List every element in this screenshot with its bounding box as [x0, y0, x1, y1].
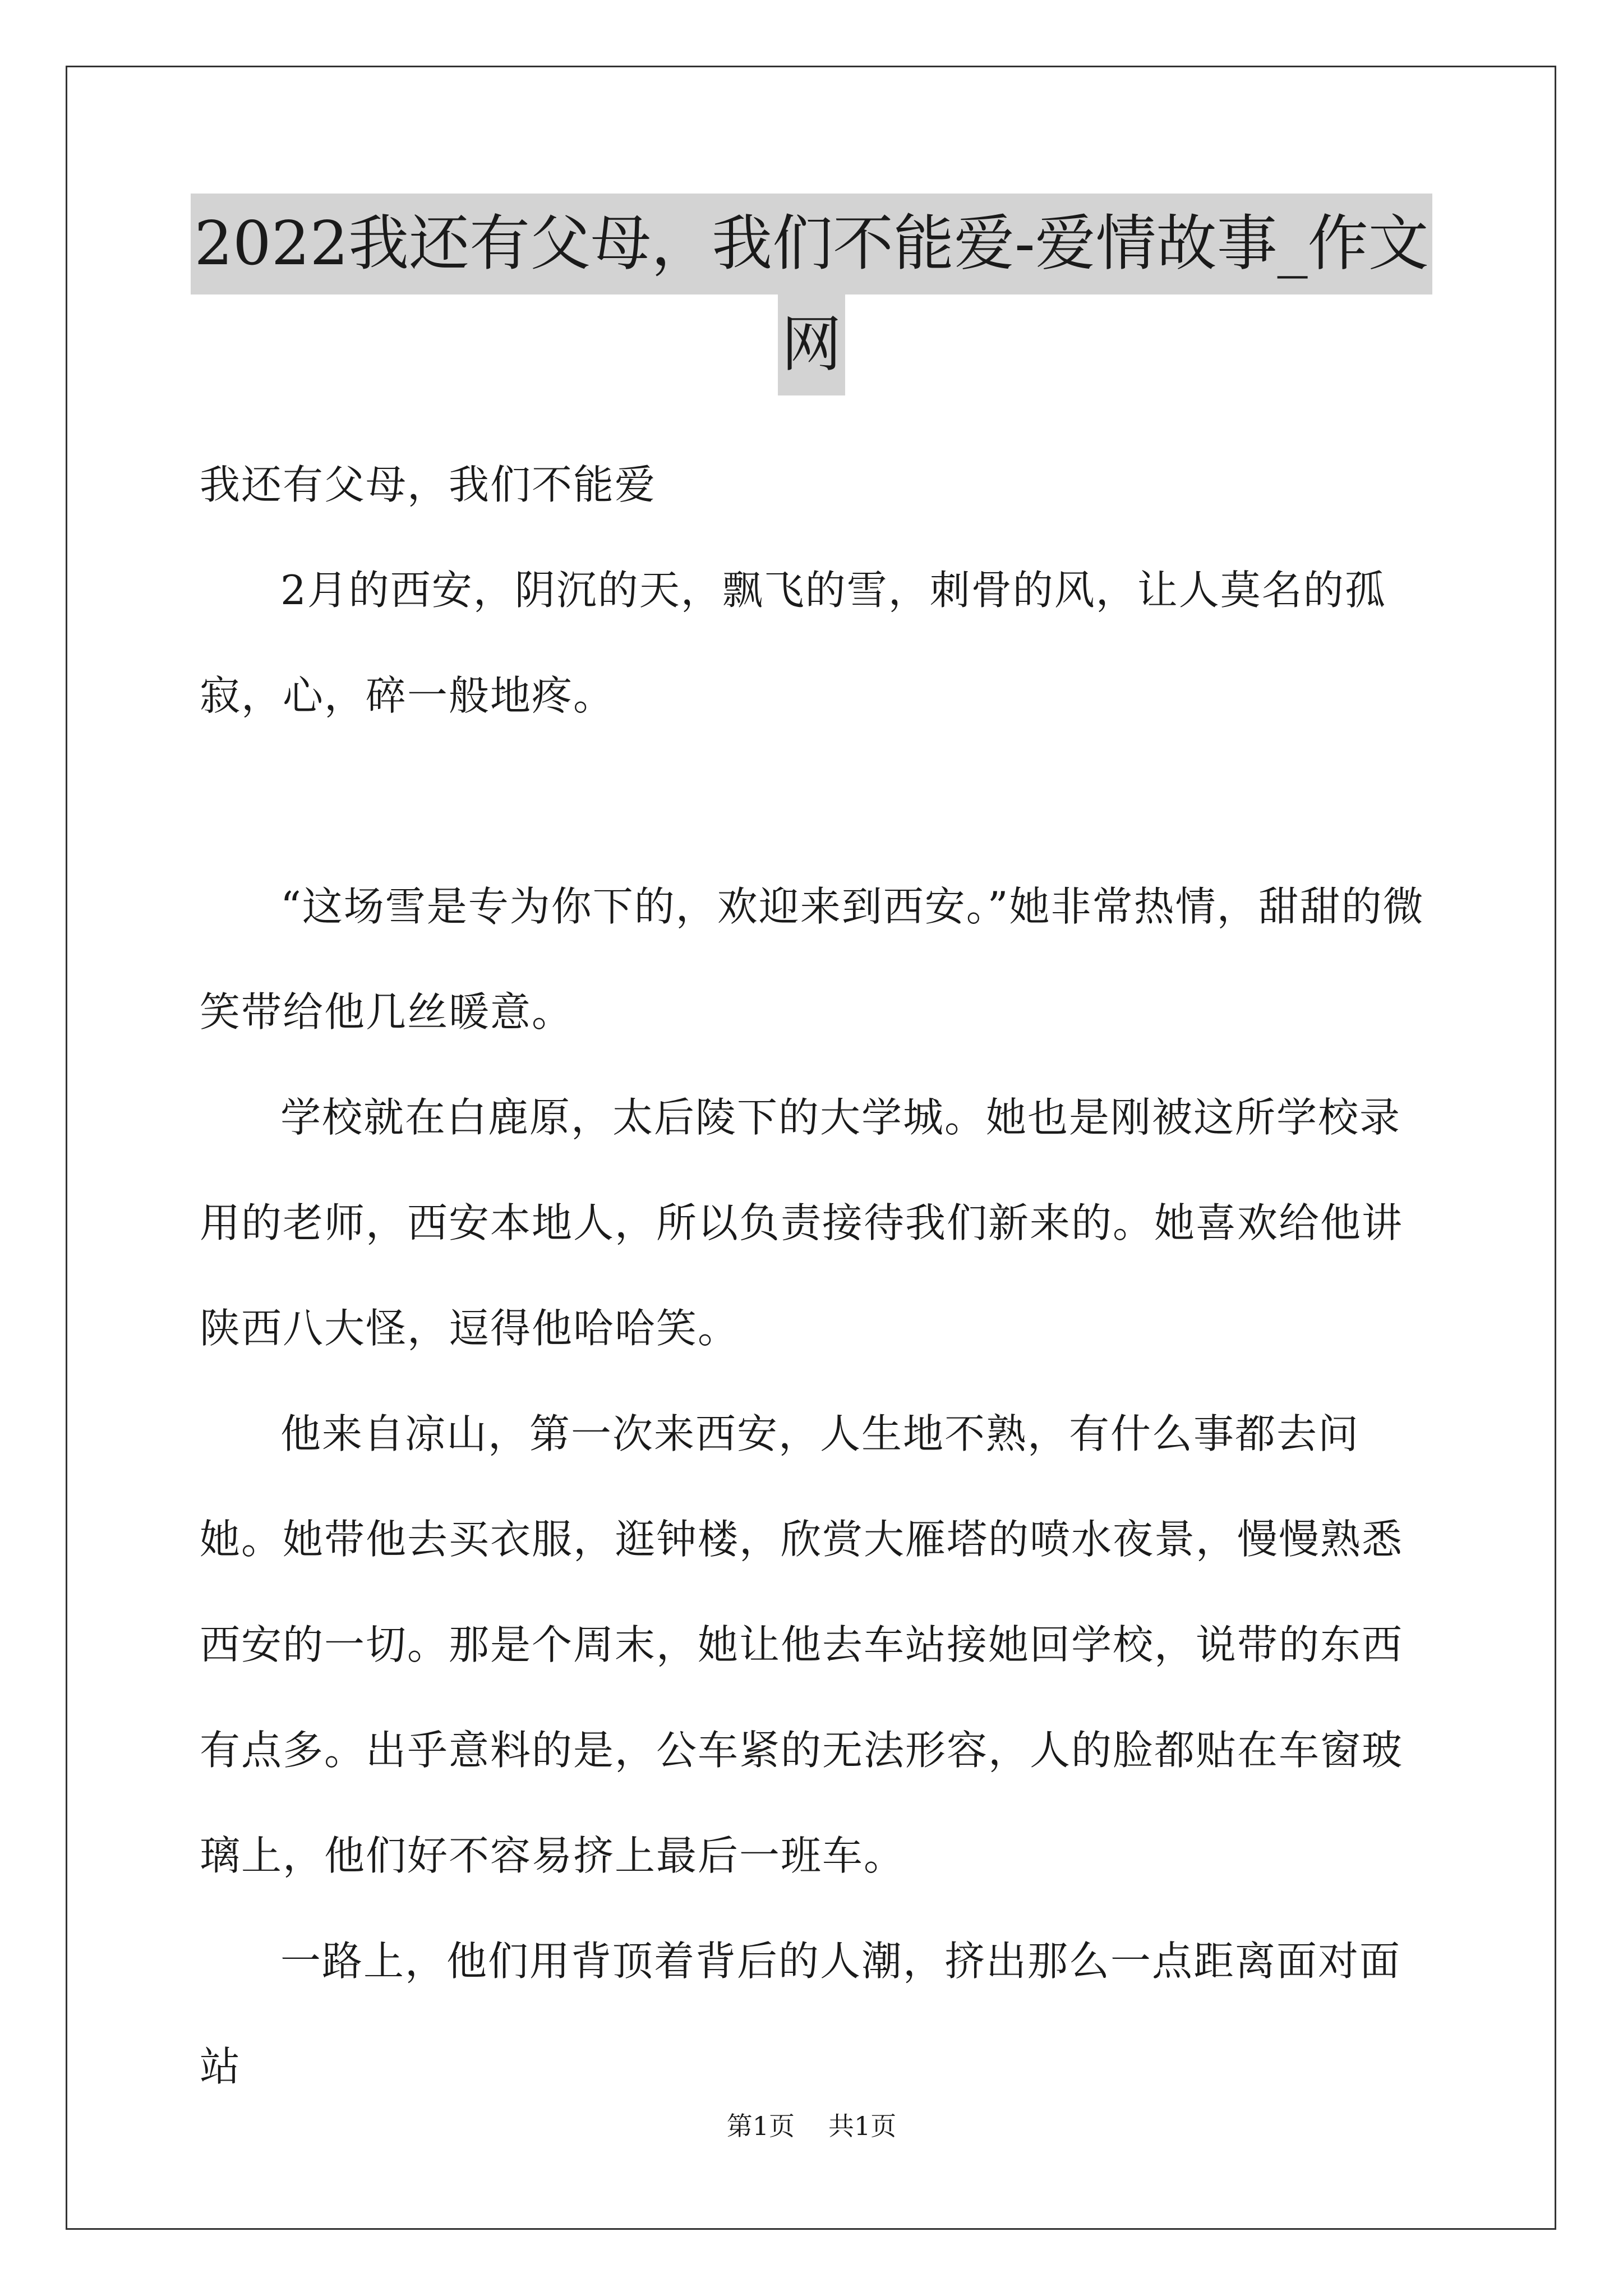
document-body	[200, 432, 1433, 2119]
title-line-1: 2022我还有父母，我们不能爱-爱情故事_作文	[191, 194, 1432, 295]
blank-line	[200, 748, 1433, 854]
document-title	[112, 194, 1511, 395]
paragraph-1: 2月的西安，阴沉的天，飘飞的雪，刺骨的风，让人莫名的孤寂，心，碎一般地疼。	[200, 567, 1386, 719]
page-total: 共1页	[828, 2111, 897, 2141]
paragraph-4: 他来自凉山，第一次来西安，人生地不熟，有什么事都去问她。她带他去买衣服，逛钟楼，欣赏大雁塔的喷水夜景，慢慢熟悉西安的一切。那是个周末，她让他去车站接她回学校，说带的东西有点多。出乎意料的是，公车紧的无法形容，人的脸都贴在车窗玻璃上，他们好不容易挤上最后一班车。	[200, 1410, 1404, 1879]
paragraph-3: 学校就在白鹿原，太后陵下的大学城。她也是刚被这所学校录用的老师，西安本地人，所以负责接待我们新来的。她喜欢给他讲陕西八大怪，逗得他哈哈笑。	[200, 1094, 1404, 1352]
subtitle: 我还有父母，我们不能爱	[200, 461, 657, 508]
page-number: 第1页	[726, 2111, 795, 2141]
page-footer	[0, 2109, 1623, 2143]
paragraph-5: 一路上，他们用背顶着背后的人潮，挤出那么一点距离面对面站	[200, 1938, 1401, 2090]
title-line-2: 网	[778, 295, 845, 395]
paragraph-2: “这场雪是专为你下的，欢迎来到西安。”她非常热情，甜甜的微笑带给他几丝暖意。	[200, 883, 1424, 1036]
